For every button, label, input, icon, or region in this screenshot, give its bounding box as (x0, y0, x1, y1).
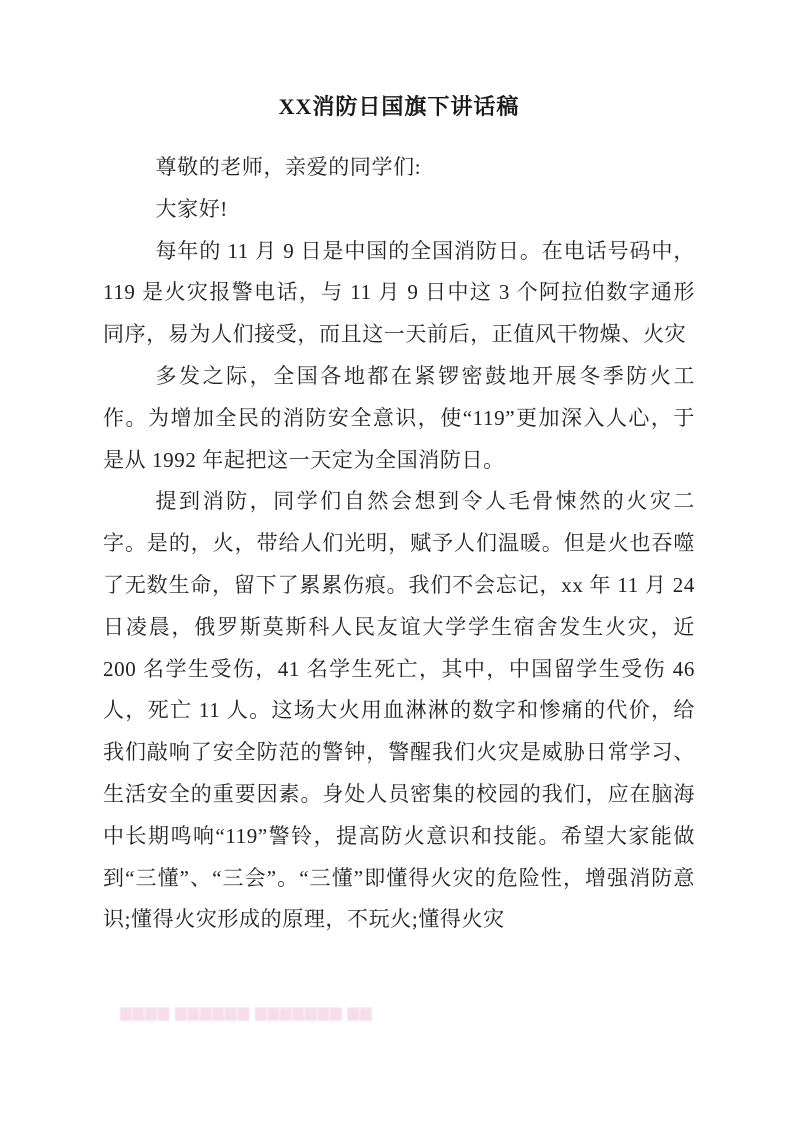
document-title: XX消防日国旗下讲话稿 (278, 94, 520, 119)
body-paragraph-1: 每年的 11 月 9 日是中国的全国消防日。在电话号码中，119 是火灾报警电话，与 11 月 9 日中这 3 个阿拉伯数字通形同序，易为人们接受，而且这一天前后，正值风干物燥、火灾 (103, 238, 695, 347)
document-body (103, 147, 695, 941)
illegible-watermark: ▆▆▆▆ ▆▆▆▆▆▆ ▆▆▆▆▆▆▆ ▆▆ (120, 1005, 373, 1021)
salutation-paragraph: 尊敬的老师，亲爱的同学们: (155, 155, 422, 179)
greeting-paragraph: 大家好! (155, 196, 228, 221)
document-content (103, 92, 695, 941)
body-paragraph-2: 多发之际，全国各地都在紧锣密鼓地开展冬季防火工作。为增加全民的消防安全意识，使“119”更加深入人心，于是从 1992 年起把这一天定为全国消防日。 (103, 363, 695, 472)
body-paragraph-3: 提到消防，同学们自然会想到令人毛骨悚然的火灾二字。是的，火，带给人们光明，赋予人们温暖。但是火也吞噬了无数生命，留下了累累伤痕。我们不会忘记，xx 年 11 月 24 日凌晨，俄罗斯莫斯科人民友谊大学学生宿舍发生火灾，近 200 名学生受伤，41 名学生死亡，其中，中国留学生受伤 46 人，死亡 11 人。这场大火用血淋淋的数字和惨痛的代价，给我们敲响了安全防范的警钟，警醒我们火灾是威胁日常学习、生活安全的重要因素。身处人员密集的校园的我们，应在脑海中长期鸣响“119”警铃，提高防火意识和技能。希望大家能做到“三懂”、“三会”。“三懂”即懂得火灾的危险性，增强消防意识;懂得火灾形成的原理，不玩火;懂得火灾 (103, 489, 695, 932)
